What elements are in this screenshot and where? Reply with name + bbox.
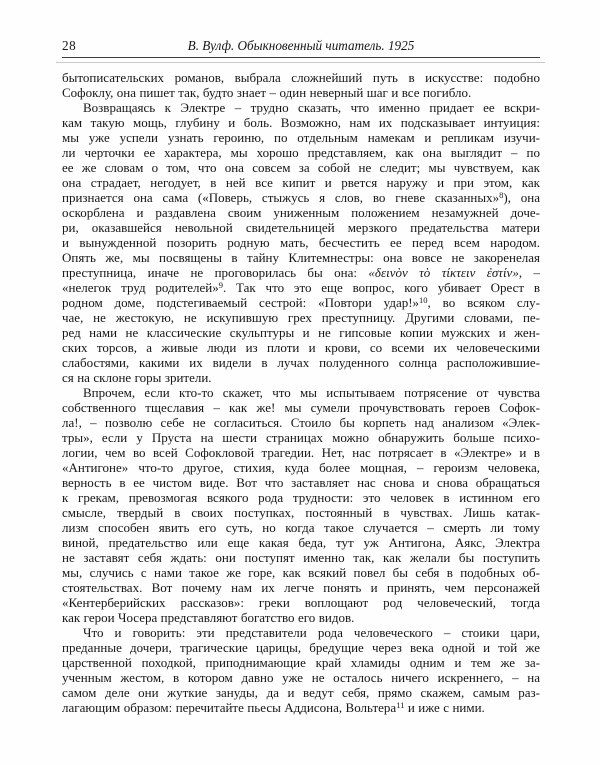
text-line <box>62 385 540 400</box>
greek-phrase: «δεινὸν τὸ τίκτειν ἐστίν» <box>368 265 519 280</box>
text-segment: ских торсов, а живые люди из плоти и крови, со всеми их человеческими <box>62 340 540 355</box>
paragraph <box>62 625 540 715</box>
text-line <box>62 610 540 625</box>
paragraph <box>62 70 540 100</box>
text-line <box>62 700 540 715</box>
text-line <box>62 445 540 460</box>
text-line <box>62 325 540 340</box>
header-rule-light <box>56 62 545 63</box>
text-segment: ла!, – позволю себе не согласиться. Стоило бы корпеть над анализом «Элек- <box>62 415 540 430</box>
text-segment: и иже с ними. <box>404 700 485 715</box>
footnote-ref: 9 <box>218 279 223 290</box>
text-segment: . Так что это еще вопрос, кого убивает Орест в <box>222 280 540 295</box>
text-segment: слабостями, какими их видели в лучах полуденного солнца расположившие- <box>62 355 540 370</box>
page-number: 28 <box>62 38 77 53</box>
text-line <box>62 640 540 655</box>
text-segment: как герои Чосера представляют богатство его видов. <box>62 610 355 625</box>
text-segment: Опять же, мы посвящены в тайну Клитемнестры: она вовсе не закоренелая <box>62 250 540 265</box>
text-segment: ри, оказавшейся невольной свидетельницей мерзкого предательства матери <box>62 220 540 235</box>
text-segment: к грекам, превозмогая всякого рода трудности: это человек в истинном его <box>62 490 540 505</box>
text-segment: чае, не жестокую, не искупившую грех преступницу. Другими словами, пе- <box>62 310 540 325</box>
text-segment: «Антигоне» что-то другое, стихия, куда более мощная, – героизм человека, <box>62 460 540 475</box>
text-line <box>62 130 540 145</box>
text-segment: мы уже успели узнать героиню, по отдельным намекам и репликам изучи- <box>62 130 540 145</box>
text-line <box>62 490 540 505</box>
text-line <box>62 310 540 325</box>
text-line <box>62 115 540 130</box>
paragraph <box>62 385 540 625</box>
text-line <box>62 190 540 205</box>
text-line <box>62 175 540 190</box>
text-line <box>62 595 540 610</box>
text-segment: стоятельствах. Вот почему нам их легче понять и принять, чем персонажей <box>62 580 540 595</box>
text-line <box>62 655 540 670</box>
paragraph <box>62 100 540 385</box>
text-line <box>62 220 540 235</box>
text-segment: не заставят себя ждать: они поступят именно так, как желали бы поступить <box>62 550 540 565</box>
text-line <box>62 475 540 490</box>
text-segment: преданные дочери, трагические царицы, бредущие через века одной и той же <box>62 640 540 655</box>
text-segment: , – <box>518 265 540 280</box>
footnote-ref: 11 <box>396 699 405 710</box>
text-segment: , во всяком слу- <box>427 295 540 310</box>
text-line <box>62 355 540 370</box>
text-segment: Возвращаясь к Электре – трудно сказать, что именно придает ее вскри- <box>83 100 540 115</box>
text-segment: и вынужденной позорить родную мать, бесчестить ее перед всем народом. <box>62 235 540 250</box>
text-segment: родном доме, подстегиваемый сестрой: «Повтори удар!» <box>62 295 420 310</box>
text-segment: кам такую мощь, глубину и боль. Возможно, нам их подсказывает интуиция: <box>62 115 540 130</box>
page-header <box>62 38 540 58</box>
text-segment: признается она сама («Поверь, стыжусь я слов, во гневе сказанных» <box>62 190 500 205</box>
text-line <box>62 340 540 355</box>
text-segment: тры», если у Пруста на шести страницах можно обнаружить больше психо- <box>62 430 540 445</box>
text-line <box>62 100 540 115</box>
text-segment: она страдает, негодует, в ней все кипит и рвется наружу и при этом, как <box>62 175 540 190</box>
text-line <box>62 580 540 595</box>
running-title: В. Вулф. Обыкновенный читатель. 1925 <box>187 38 415 53</box>
text-segment: ), она <box>503 190 540 205</box>
text-segment: ли черточки ее характера, мы хорошо представляем, как она выглядит – по <box>62 145 540 160</box>
text-segment: ред нами не классические скульптуры и не гипсовые копии мужских и жен- <box>62 325 540 340</box>
text-line <box>62 430 540 445</box>
text-line <box>62 685 540 700</box>
text-line <box>62 85 540 100</box>
text-segment: мы, случись с нами такое же горе, как всякий повел бы себя в подобных об- <box>62 565 540 580</box>
text-line <box>62 460 540 475</box>
text-line <box>62 400 540 415</box>
footnote-ref: 8 <box>499 189 504 200</box>
text-segment: ученным жестом, в котором давно уже не осталось ничего искреннего, – на <box>62 670 540 685</box>
text-segment: царственной походкой, приподнимающие край хламиды одним и тем же за- <box>62 655 540 670</box>
text-segment: смысле, твердый в своих поступках, постоянный в чувствах. Лишь катак- <box>62 505 540 520</box>
text-line <box>62 550 540 565</box>
text-segment: «Кентерберийских рассказов»: греки воплощают род человеческий, тогда <box>62 595 540 610</box>
text-line <box>62 145 540 160</box>
text-segment: Софоклу, она пишет так, будто знает – один неверный шаг и все погибло. <box>62 85 472 100</box>
footnote-ref: 10 <box>419 294 428 305</box>
text-line <box>62 535 540 550</box>
text-line <box>62 160 540 175</box>
text-segment: оскорблена и раздавлена своим униженным положением незамужней доче- <box>62 205 540 220</box>
text-segment: лагающим образом: перечитайте пьесы Аддисона, Вольтера <box>62 700 397 715</box>
text-segment: самом деле они жуткие зануды, да и ведут себя, прямо скажем, самым раз- <box>62 685 540 700</box>
text-segment: «нелегок труд родителей» <box>62 280 219 295</box>
page-body <box>62 70 540 715</box>
text-line <box>62 250 540 265</box>
text-line <box>62 415 540 430</box>
text-line <box>62 505 540 520</box>
text-line <box>62 205 540 220</box>
text-line <box>62 520 540 535</box>
text-segment: логии, чем во всей Софокловой трагедии. Нет, нас потрясает в «Электре» и в <box>62 445 540 460</box>
text-line <box>62 370 540 385</box>
text-segment: лизм способен явить его суть, но когда такое случается – смерть ли тому <box>62 520 540 535</box>
text-segment: преступница, иначе не проговорилась бы она: <box>62 265 369 280</box>
text-line <box>62 625 540 640</box>
text-line <box>62 235 540 250</box>
text-segment: верность в ее чистом виде. Вот что заставляет нас снова и снова обращаться <box>62 475 540 490</box>
text-segment: Впрочем, если кто-то скажет, что мы испытываем потрясение от чувства <box>83 385 540 400</box>
text-line <box>62 70 540 85</box>
text-segment: ся на склоне горы зрители. <box>62 370 212 385</box>
text-line <box>62 295 540 310</box>
text-line <box>62 280 540 295</box>
text-segment: виной, предательство или еще какая беда, тут уж Антигона, Аякс, Электра <box>62 535 540 550</box>
text-line <box>62 565 540 580</box>
text-line <box>62 265 540 280</box>
text-segment: Что и говорить: эти представители рода человеческого – стоики цари, <box>83 625 540 640</box>
text-segment: собственного тщеславия – как же! мы сумели прочувствовать героев Софок- <box>62 400 540 415</box>
text-segment: бытописательских романов, выбрала сложнейший путь в искусстве: подобно <box>62 70 540 85</box>
text-segment: ее же словам о том, что она совсем за собой не следит; мы чувствуем, как <box>62 160 540 175</box>
text-line <box>62 670 540 685</box>
